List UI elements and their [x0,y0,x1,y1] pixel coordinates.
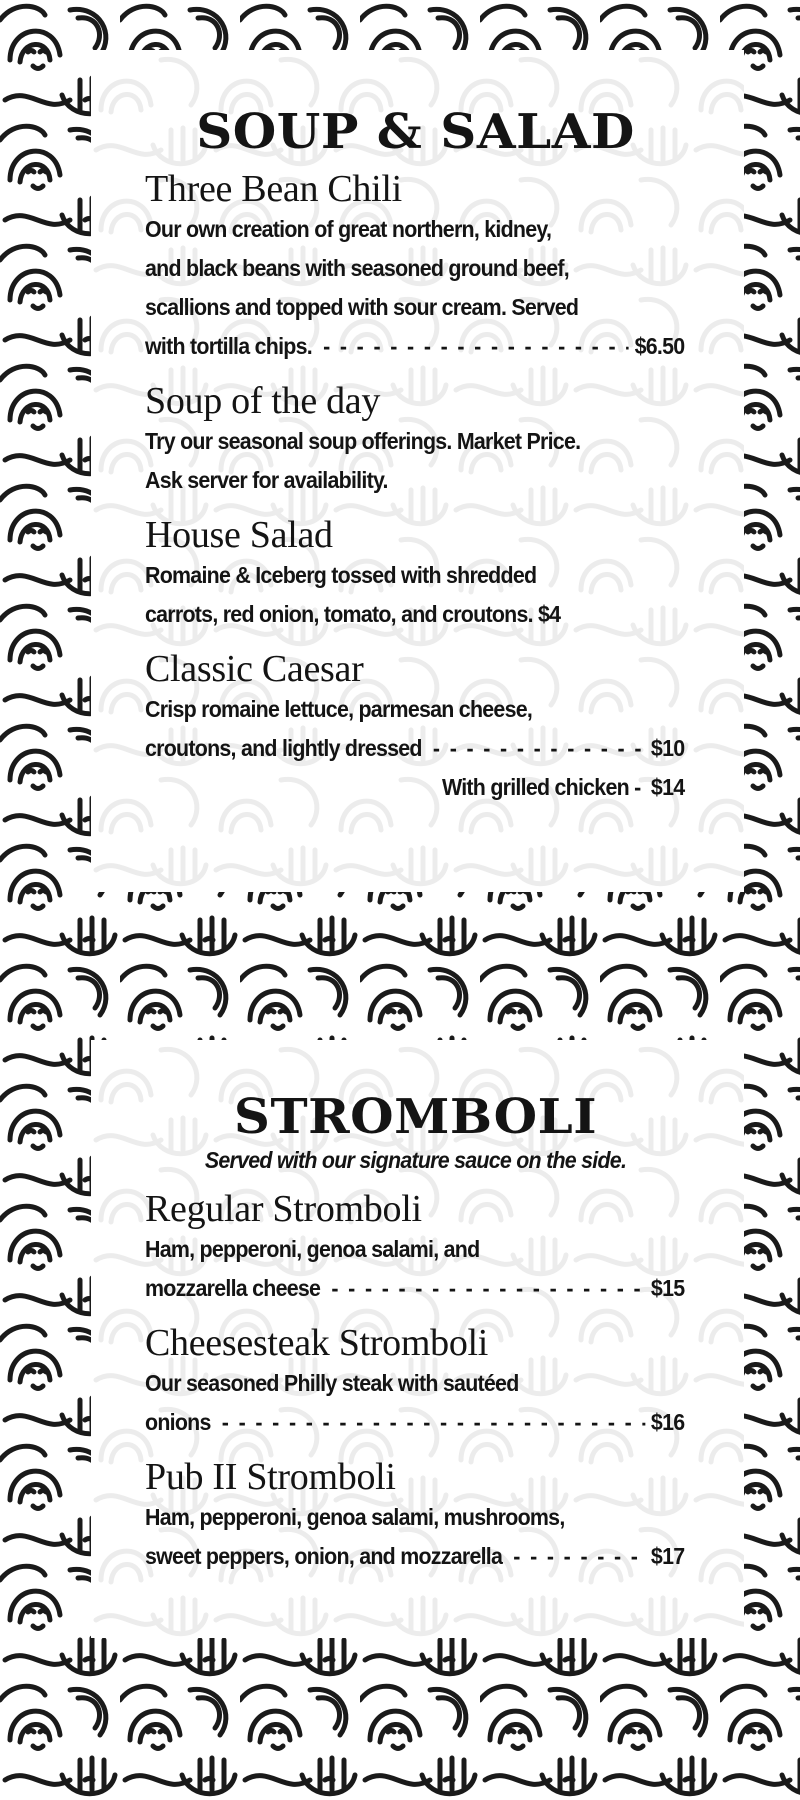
menu-item-house-salad [145,514,686,634]
item-name: Three Bean Chili [145,168,402,210]
item-price: $6.50 [634,333,685,359]
addon-line: With grilled chicken - $14 [441,774,685,800]
item-name: Pub II Stromboli [145,1456,396,1498]
dot-leader [331,1269,645,1308]
section-title-soup-salad: SOUP & SALAD [196,104,635,160]
menu-item-cheesesteak-stromboli [145,1322,686,1442]
soup-salad-panel [91,50,744,892]
section-title-stromboli: STROMBOLI [233,1089,598,1145]
item-name: Regular Stromboli [145,1188,422,1230]
item-price: $15 [650,1275,685,1301]
item-description: Our seasoned Philly steak with sautéed onions - - - $16 [145,1364,684,1442]
item-description: Our own creation of great northern, kidney, and black beans with seasoned ground beef, scallions and topped with sour cream. Served with tortilla chips. - - - $6.50 [145,210,684,366]
item-name: House Salad [145,514,333,556]
price-line: with tortilla chips. - - - $6.50 [145,327,684,366]
item-price: $16 [650,1409,685,1435]
price-line: sweet peppers, onion, and mozzarella - - - $17 [145,1537,684,1576]
item-name: Soup of the day [145,380,381,422]
item-price: $17 [650,1543,685,1569]
menu-item-three-bean-chili [145,168,686,366]
item-name: Classic Caesar [145,648,364,690]
stromboli-panel [91,1040,744,1638]
price-line: onions - - - $16 [145,1403,684,1442]
price-line: croutons, and lightly dressed - - - $10 [145,729,684,768]
item-price: $10 [650,735,685,761]
item-description: Try our seasonal soup offerings. Market Price. Ask server for availability. [145,428,581,493]
dot-leader [222,1403,646,1442]
item-description: Ham, pepperoni, genoa salami, mushrooms, sweet peppers, onion, and mozzarella - - - $17 [145,1498,684,1576]
menu-item-regular-stromboli [145,1188,686,1308]
item-description: Ham, pepperoni, genoa salami, and mozzarella cheese - - - $15 [145,1230,684,1308]
item-description: Crisp romaine lettuce, parmesan cheese, croutons, and lightly dressed - - - $10 With grilled chicken - $14 [145,690,684,807]
section-subtitle: Served with our signature sauce on the side. [204,1147,627,1173]
dot-leader [513,1537,645,1576]
menu-item-classic-caesar [145,648,686,807]
item-name: Cheesesteak Stromboli [145,1322,489,1364]
item-description: Romaine & Iceberg tossed with shredded carrots, red onion, tomato, and croutons. $4 [145,562,561,627]
dot-leader [433,729,645,768]
menu-item-soup-of-the-day [145,380,686,500]
addon-price: $14 [650,774,685,800]
menu-item-pub-ii-stromboli [145,1456,686,1576]
price-line: mozzarella cheese - - - $15 [145,1269,684,1308]
dot-leader [323,327,629,366]
